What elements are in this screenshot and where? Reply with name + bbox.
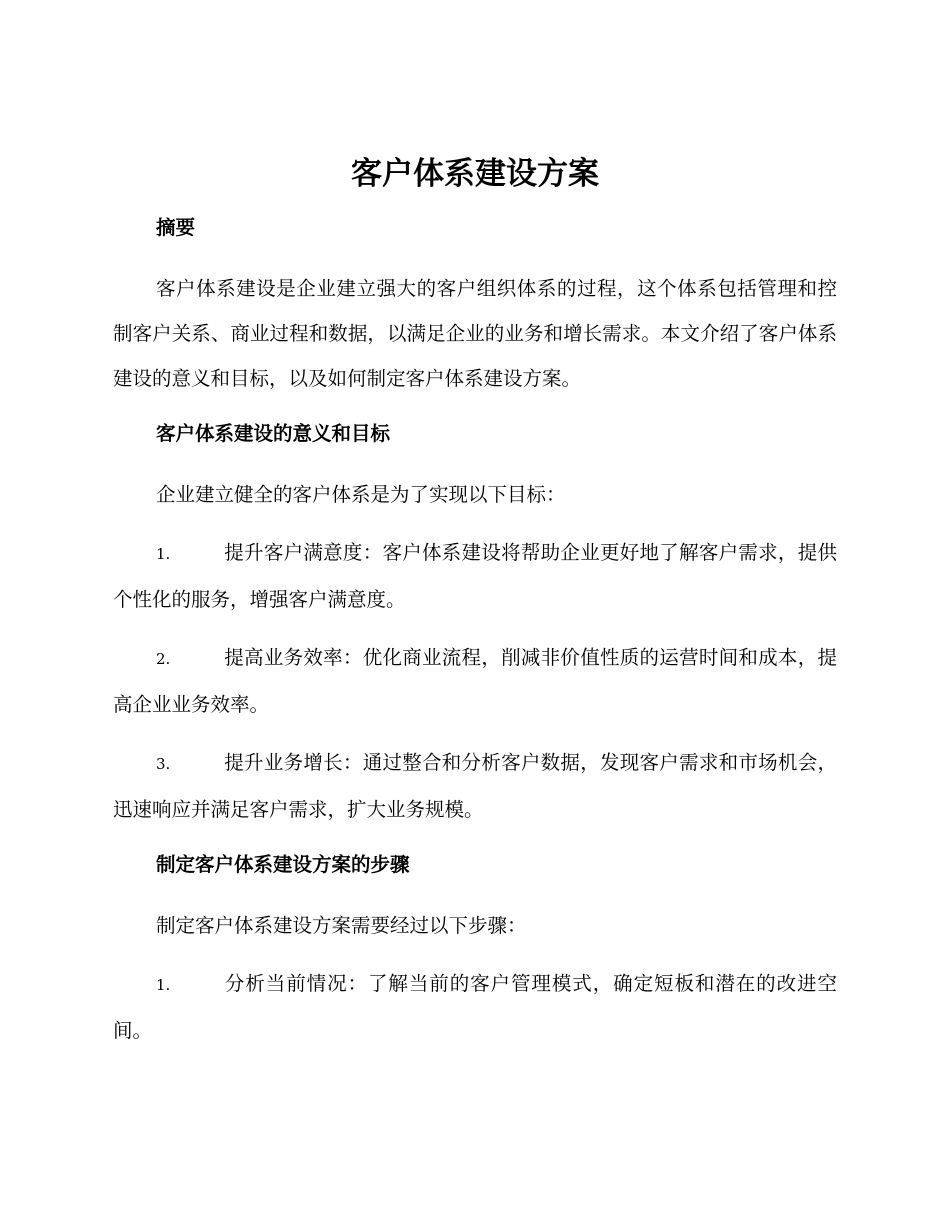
list-item <box>113 740 837 832</box>
goals-heading: 客户体系建设的意义和目标 <box>156 422 391 445</box>
steps-intro: 制定客户体系建设方案需要经过以下步骤： <box>156 914 527 937</box>
list-item-text: 提升客户满意度：客户体系建设将帮助企业更好地了解客户需求，提供个性化的服务，增强客户满意度。 <box>113 541 837 611</box>
list-item-text: 提高业务效率：优化商业流程，削减非价值性质的运营时间和成本，提高企业业务效率。 <box>113 646 837 716</box>
list-item-text: 分析当前情况：了解当前的客户管理模式，确定短板和潜在的改进空间。 <box>113 972 837 1042</box>
list-item <box>113 530 837 622</box>
list-item-number: 3. <box>156 755 171 773</box>
steps-heading: 制定客户体系建设方案的步骤 <box>156 853 410 876</box>
abstract-paragraph: 客户体系建设是企业建立强大的客户组织体系的过程，这个体系包括管理和控制客户关系、商业过程和数据，以满足企业的业务和增长需求。本文介绍了客户体系建设的意义和目标，以及如何制定客户体系建设方案。 <box>113 277 837 390</box>
list-item-number: 1. <box>156 976 171 994</box>
list-item <box>113 961 837 1053</box>
document-title: 客户体系建设方案 <box>351 156 599 192</box>
goals-intro: 企业建立健全的客户体系是为了实现以下目标： <box>156 483 566 506</box>
list-item-number: 2. <box>156 650 171 668</box>
list-item-text: 提升业务增长：通过整合和分析客户数据，发现客户需求和市场机会，迅速响应并满足客户需求，扩大业务规模。 <box>113 751 837 821</box>
abstract-heading: 摘要 <box>156 216 196 239</box>
list-item-number: 1. <box>156 545 171 563</box>
list-item <box>113 635 837 727</box>
